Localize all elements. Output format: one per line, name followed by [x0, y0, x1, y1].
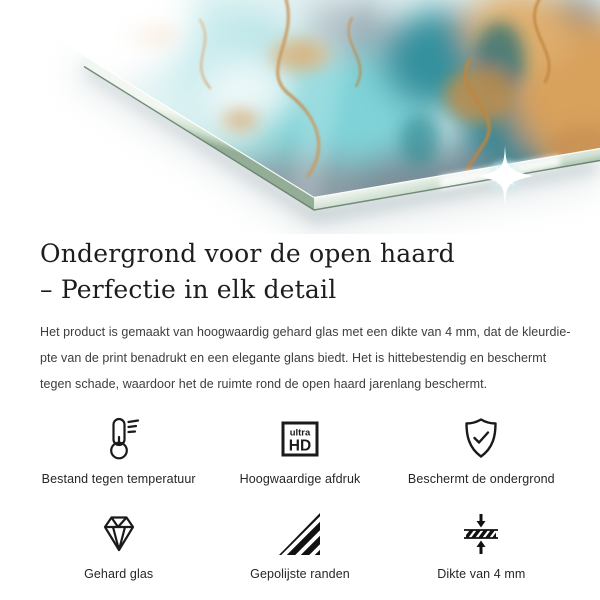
- page-title-line-2: – Perfectie in elk detail: [40, 275, 337, 304]
- feature-label: Beschermt de ondergrond: [407, 472, 555, 486]
- svg-text:HD: HD: [288, 437, 312, 455]
- glass-panel-photo: [0, 0, 600, 234]
- feature-grid: [0, 413, 600, 581]
- product-description-text: [0, 308, 600, 397]
- feature-tempered-glass: [28, 508, 209, 581]
- polished-edges-icon: [276, 508, 324, 560]
- feature-label: Dikte van 4 mm: [437, 567, 526, 581]
- page-title-line-1: Ondergrond voor de open haard: [40, 239, 455, 268]
- feature-temperature: [28, 413, 209, 486]
- feature-label: Hoogwaardige afdruk: [239, 472, 361, 486]
- feature-label: Gepolijste randen: [250, 567, 350, 581]
- shield-check-icon: [457, 413, 505, 465]
- feature-polished-edges: [209, 508, 390, 581]
- description-line: Het product is gemaakt van hoogwaardig gehard glas met een dikte van 4 mm, dat de kleurdie-: [40, 325, 571, 339]
- feature-label: Gehard glas: [84, 567, 154, 581]
- feature-protection: [391, 413, 572, 486]
- thickness-icon: [457, 508, 505, 560]
- ultra-hd-icon: [276, 413, 324, 465]
- description-line: tegen schade, waardoor het de ruimte rond de open haard jarenlang beschermt.: [40, 377, 488, 391]
- feature-print-quality: [209, 413, 390, 486]
- description-line: pte van de print benadrukt en een elegante glans biedt. Het is hittebestendig en beschermt: [40, 351, 547, 365]
- diamond-icon: [95, 508, 143, 560]
- thermometer-icon: [95, 413, 143, 465]
- svg-text:ultra: ultra: [289, 427, 311, 439]
- feature-thickness: [391, 508, 572, 581]
- glass-panel-art: [0, 0, 600, 234]
- feature-label: Bestand tegen temperatuur: [41, 472, 196, 486]
- page-title: [0, 234, 600, 308]
- product-description-section: [0, 234, 600, 581]
